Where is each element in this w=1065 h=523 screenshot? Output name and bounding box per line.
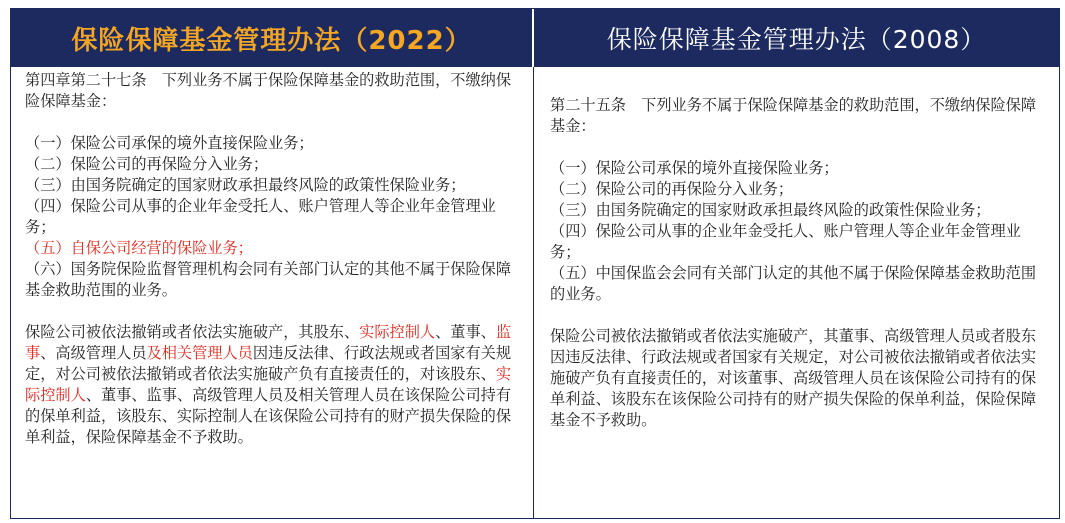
text-segment: 、董事、 bbox=[435, 323, 496, 341]
comparison-table bbox=[10, 8, 1060, 519]
list-item: （二）保险公司的再保险分入业务； bbox=[550, 180, 793, 198]
table-body bbox=[11, 67, 1059, 518]
list-item: （三）由国务院确定的国家财政承担最终风险的政策性保险业务； bbox=[550, 201, 991, 219]
liability-paragraph: 保险公司被依法撤销或者依法实施破产，其董事、高级管理人员或者股东因违反法律、行政法规或者国家有关规定，对公司被依法撤销或者依法实施破产负有直接责任的，对该董事、高级管理人员在该保险公司持有的保单利益、该股东在该保险公司持有的财产损失保险的保单利益，保险保障基金不予救助。 bbox=[550, 327, 1036, 429]
highlight-segment: 实际控制人 bbox=[359, 323, 436, 341]
text-segment: 、董事、监事、高级管理人员及相关管理人员在该保险公司持有的保单利益，该股东、实际控制人在该保险公司持有的财产损失保险的保单利益，保险保障基金不予救助。 bbox=[25, 386, 511, 446]
article-intro: 第四章第二十七条 下列业务不属于保险保障基金的救助范围，不缴纳保险保障基金： bbox=[25, 71, 511, 110]
liability-paragraph bbox=[25, 322, 521, 448]
article-intro: 第二十五条 下列业务不属于保险保障基金的救助范围，不缴纳保险保障基金： bbox=[550, 96, 1036, 135]
text-segment: 保险公司被依法撤销或者依法实施破产，其股东、 bbox=[25, 323, 360, 341]
list-item: （五）中国保监会会同有关部门认定的其他不属于保险保障基金救助范围的业务。 bbox=[550, 264, 1036, 303]
list-item: （六）国务院保险监督管理机构会同有关部门认定的其他不属于保险保障基金救助范围的业务。 bbox=[25, 260, 511, 299]
text-segment: 、高级管理人员 bbox=[40, 344, 147, 362]
column-2008 bbox=[534, 67, 1059, 518]
highlight-segment: 实际控制人 bbox=[25, 365, 511, 404]
list-item-new-highlight: （五）自保公司经营的保险业务； bbox=[25, 239, 253, 257]
table-header bbox=[11, 9, 1059, 67]
highlight-segment: 监事 bbox=[25, 323, 511, 362]
text-segment: 因违反法律、行政法规或者国家有关规定，对公司被依法撤销或者依法实施破产负有直接责任的，对该股东、 bbox=[25, 344, 511, 383]
list-item: （三）由国务院确定的国家财政承担最终风险的政策性保险业务； bbox=[25, 176, 466, 194]
highlight-segment: 及相关管理人员 bbox=[146, 344, 253, 362]
list-item: （二）保险公司的再保险分入业务； bbox=[25, 155, 268, 173]
list-item: （四）保险公司从事的企业年金受托人、账户管理人等企业年金管理业务； bbox=[550, 222, 1021, 261]
list-item: （四）保险公司从事的企业年金受托人、账户管理人等企业年金管理业务； bbox=[25, 197, 496, 236]
header-2022-title: 保险保障基金管理办法（2022） bbox=[11, 9, 534, 67]
column-2022 bbox=[11, 67, 534, 518]
list-item: （一）保险公司承保的境外直接保险业务； bbox=[25, 134, 314, 152]
list-item: （一）保险公司承保的境外直接保险业务； bbox=[550, 159, 839, 177]
header-2008-title: 保险保障基金管理办法（2008） bbox=[606, 25, 987, 54]
